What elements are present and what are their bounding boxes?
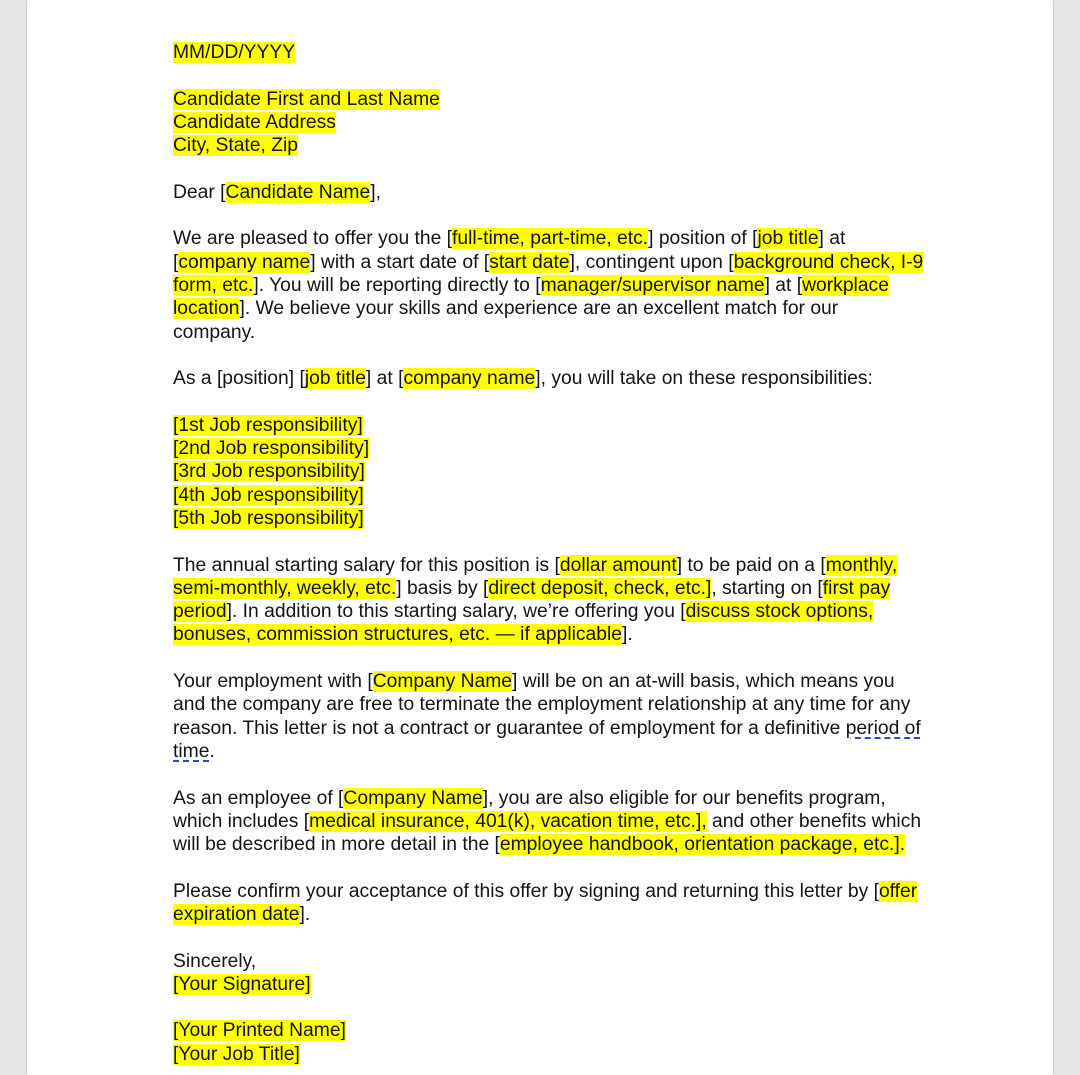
dollar-amount-field: dollar amount [559, 554, 677, 576]
list-item: [5th Job responsibility] [173, 507, 364, 529]
handbook-field: employee handbook, orientation package, etc.]. [499, 834, 906, 856]
candidate-name-field: Candidate Name [225, 181, 371, 203]
recipient-city-state-zip: City, State, Zip [173, 135, 299, 157]
printed-name-line [173, 1019, 973, 1042]
background-check-field-cont: form, etc. [173, 274, 254, 296]
additional-compensation-field: discuss stock options, [685, 601, 874, 623]
first-pay-period-field: first pay [822, 577, 891, 599]
recipient-address-line [173, 111, 973, 134]
grammar-suggestion[interactable]: period of [845, 717, 921, 739]
employment-type-field: full-time, part-time, etc. [452, 228, 649, 250]
responsibility-list [173, 414, 973, 530]
offer-paragraph: We are pleased to offer you the [full-time, part-time, etc.] position of [job title] at [company name] with a start date of [start date], contingent upon [background check, I-9 form, etc.]. You will be reporting directly to [manager/supervisor name] at [workplace location]. We believe your skills and experience are an excellent match for our company. [173, 228, 924, 343]
workplace-location-field: workplace [802, 274, 889, 296]
job-title-line [173, 1043, 973, 1066]
date-field: MM/DD/YYYY [173, 42, 296, 63]
grammar-suggestion-cont[interactable]: time [173, 740, 210, 762]
date-line [173, 41, 973, 64]
company-name-field: company name [178, 251, 311, 273]
signature-line [173, 973, 973, 996]
document-page [27, 0, 1053, 1075]
background-check-field: background check, I-9 [733, 251, 924, 273]
start-date-field: start date [489, 251, 570, 273]
greeting: Dear [Candidate Name], [173, 181, 381, 203]
confirm-paragraph: Please confirm your acceptance of this offer by signing and returning this letter by [offer expiration date]. [173, 880, 918, 925]
recipient-name: Candidate First and Last Name [173, 88, 440, 110]
list-item: [2nd Job responsibility] [173, 438, 370, 460]
company-name-field: Company Name [372, 671, 513, 693]
salary-paragraph: The annual starting salary for this position is [dollar amount] to be paid on a [monthly, semi-monthly, weekly, etc.] basis by [direct deposit, check, etc.], starting on [first pay period]. In addition to this starting salary, we’re offering you [discuss stock options, bonuses, commission structures, etc. — if applicable]. [173, 554, 898, 646]
list-item: [1st Job responsibility] [173, 414, 363, 436]
signature-field: [Your Signature] [173, 973, 311, 995]
list-item: [3rd Job responsibility] [173, 461, 365, 483]
benefits-paragraph: As an employee of [Company Name], you are also eligible for our benefits program, which includes [medical insurance, 401(k), vacation time, etc.], and other benefits which will be described in more detail in the [employee handbook, orientation package, etc.]. [173, 787, 922, 856]
offer-expiration-field: offer [878, 880, 918, 902]
job-title-field: job title [757, 228, 819, 250]
workplace-location-field-cont: location [173, 298, 240, 320]
recipient-address: Candidate Address [173, 111, 336, 133]
offer-letter [173, 41, 973, 1066]
printed-name-field: [Your Printed Name] [173, 1020, 346, 1042]
employment-paragraph: Your employment with [Company Name] will be on an at-will basis, which means you and the company are free to terminate the employment relationship at any time for any reason. This letter is not a contract or guarantee of employment for a definitive period of time. [173, 671, 921, 762]
signer-job-title-field: [Your Job Title] [173, 1043, 300, 1065]
job-title-field: job title [304, 368, 366, 390]
recipient-city-line [173, 134, 973, 157]
offer-expiration-field-cont: expiration date [173, 903, 300, 925]
company-name-field: company name [403, 368, 536, 390]
manager-name-field: manager/supervisor name [540, 274, 765, 296]
list-item: [4th Job responsibility] [173, 484, 364, 506]
recipient-name-line [173, 88, 973, 111]
company-name-field: Company Name [343, 787, 483, 809]
additional-compensation-field-cont: bonuses, commission structures, etc. — if applicable [173, 624, 623, 646]
closing: Sincerely, [173, 950, 257, 972]
pay-method-field: direct deposit, check, etc.] [488, 577, 712, 599]
pay-frequency-field-cont: semi-monthly, weekly, etc. [173, 577, 397, 599]
first-pay-period-field-cont: period [173, 601, 227, 623]
responsibility-intro: As a [position] [job title] at [company name], you will take on these responsibilities: [173, 368, 873, 390]
benefits-field: medical insurance, 401(k), vacation time, etc.], [309, 810, 707, 832]
pay-frequency-field: monthly, [825, 554, 898, 576]
